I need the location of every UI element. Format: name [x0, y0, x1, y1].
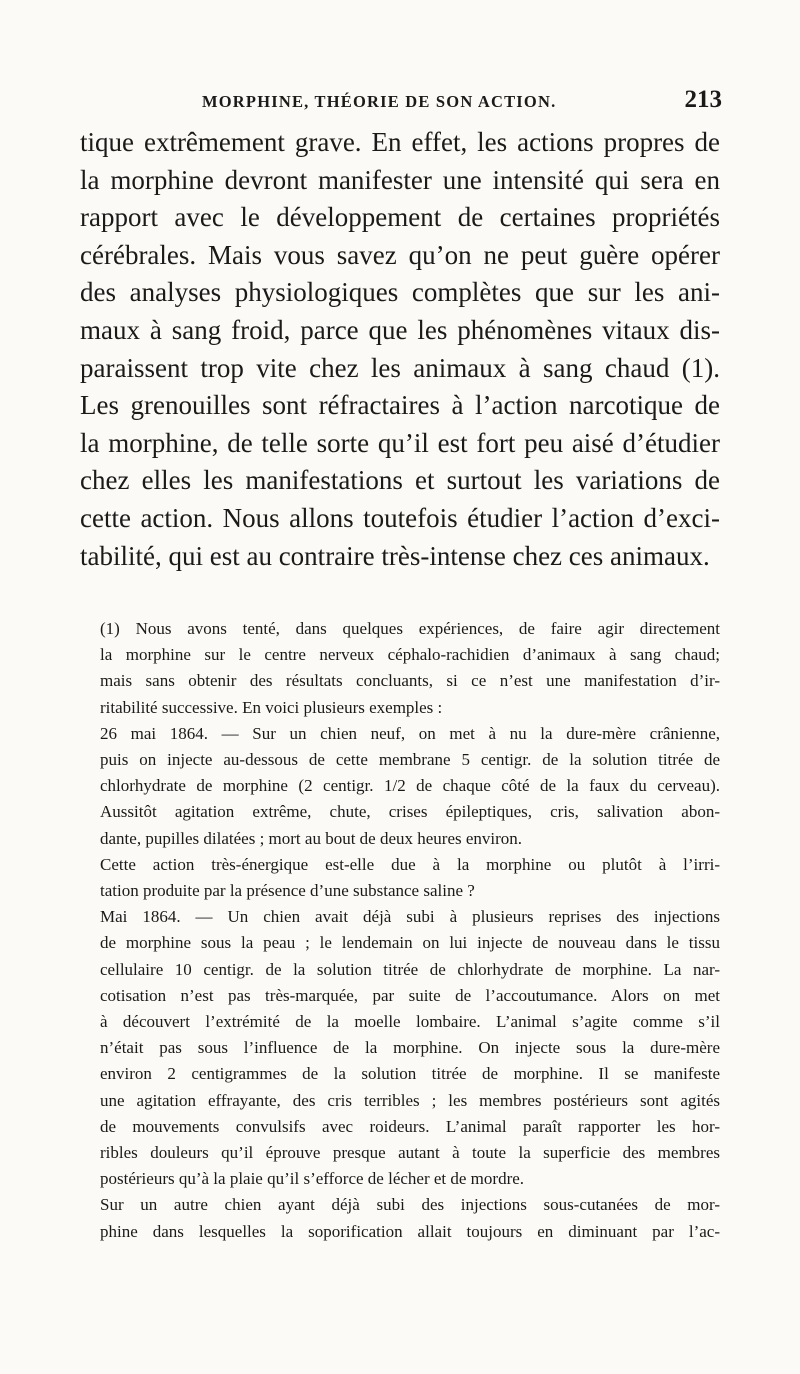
footnote-line: cotisation n’est pas très-marquée, par suite de l’accoutumance. Alors on met: [100, 985, 720, 1005]
text-line: paraissent trop vite chez les animaux à sang chaud (1).: [80, 352, 720, 383]
footnote-paragraph-5: [100, 1192, 720, 1244]
footnote-line: ribles douleurs qu’il éprouve presque autant à toute la superficie des membres: [100, 1143, 720, 1163]
footnote-line: puis on injecte au-dessous de cette membrane 5 centigr. de la solution titrée de: [100, 750, 720, 770]
footnote-line: chlorhydrate de morphine (2 centigr. 1/2 de chaque côté de la faux du cerveau).: [100, 776, 720, 796]
page-number: 213: [684, 86, 722, 113]
text-line: Les grenouilles sont réfractaires à l’action narcotique de: [80, 390, 720, 421]
footnote-line: environ 2 centigrammes de la solution titrée de morphine. Il se manifeste: [100, 1064, 720, 1084]
main-text: [80, 124, 720, 575]
footnote-paragraph-1: [100, 616, 720, 721]
text-line: cérébrales. Mais vous savez qu’on ne peut guère opérer: [80, 239, 720, 270]
text-line: rapport avec le développement de certaines propriétés: [80, 202, 720, 233]
text-line: cette action. Nous allons toutefois étudier l’action d’exci-: [80, 502, 720, 533]
footnote-line: Mai 1864. — Un chien avait déjà subi à plusieurs reprises des injections: [100, 907, 720, 927]
footnote-line: Cette action très-énergique est-elle due à la morphine ou plutôt à l’irri-: [100, 854, 720, 874]
text-line: tique extrêmement grave. En effet, les actions propres de: [80, 127, 720, 157]
text-line: tabilité, qui est au contraire très-intense chez ces animaux.: [80, 540, 710, 571]
footnote: [100, 616, 720, 1245]
footnote-line: une agitation effrayante, des cris terribles ; les membres postérieurs sont agités: [100, 1090, 720, 1110]
footnote-line: tation produite par la présence d’une substance saline ?: [100, 881, 475, 901]
footnote-line: phine dans lesquelles la soporification allait toujours en diminuant par l’ac-: [100, 1221, 720, 1241]
text-line: chez elles les manifestations et surtout les variations de: [80, 465, 720, 496]
footnote-paragraph-3: [100, 852, 720, 904]
footnote-line: ritabilité successive. En voici plusieurs exemples :: [100, 697, 443, 717]
footnote-line: Sur un autre chien ayant déjà subi des injections sous-cutanées de mor-: [100, 1195, 720, 1215]
footnote-line: (1) Nous avons tenté, dans quelques expériences, de faire agir directement: [100, 619, 720, 638]
main-paragraph: [80, 124, 720, 575]
footnote-paragraph-4: [100, 904, 720, 1192]
footnote-line: dante, pupilles dilatées ; mort au bout de deux heures environ.: [100, 828, 523, 848]
footnote-line: 26 mai 1864. — Sur un chien neuf, on met à nu la dure-mère crânienne,: [100, 723, 720, 743]
footnote-line: postérieurs qu’à la plaie qu’il s’efforce de lécher et de mordre.: [100, 1169, 525, 1189]
footnote-line: de mouvements convulsifs avec roideurs. L’animal paraît rapporter les hor-: [100, 1116, 720, 1136]
text-line: des analyses physiologiques complètes que sur les ani-: [80, 277, 720, 308]
footnote-line: n’était pas sous l’influence de la morphine. On injecte sous la dure-mère: [100, 1038, 720, 1058]
text-line: maux à sang froid, parce que les phénomènes vitaux dis-: [80, 314, 720, 345]
footnote-line: cellulaire 10 centigr. de la solution titrée de chlorhydrate de morphine. La nar-: [100, 959, 720, 979]
page-header: [82, 88, 722, 116]
footnote-line: à découvert l’extrémité de la moelle lombaire. L’animal s’agite comme s’il: [100, 1012, 720, 1032]
footnote-line: Aussitôt agitation extrême, chute, crises épileptiques, cris, salivation abon-: [100, 802, 720, 822]
text-line: la morphine devront manifester une intensité qui sera en: [80, 164, 720, 195]
footnote-line: mais sans obtenir des résultats concluants, si ce n’est une manifestation d’ir-: [100, 671, 720, 691]
running-head: MORPHINE, THÉORIE DE SON ACTION.: [202, 92, 557, 111]
footnote-line: la morphine sur le centre nerveux céphalo-rachidien d’animaux à sang chaud;: [100, 645, 720, 665]
footnote-paragraph-2: [100, 721, 720, 852]
footnote-line: de morphine sous la peau ; le lendemain on lui injecte de nouveau dans le tissu: [100, 933, 720, 953]
text-line: la morphine, de telle sorte qu’il est fort peu aisé d’étudier: [80, 427, 720, 458]
